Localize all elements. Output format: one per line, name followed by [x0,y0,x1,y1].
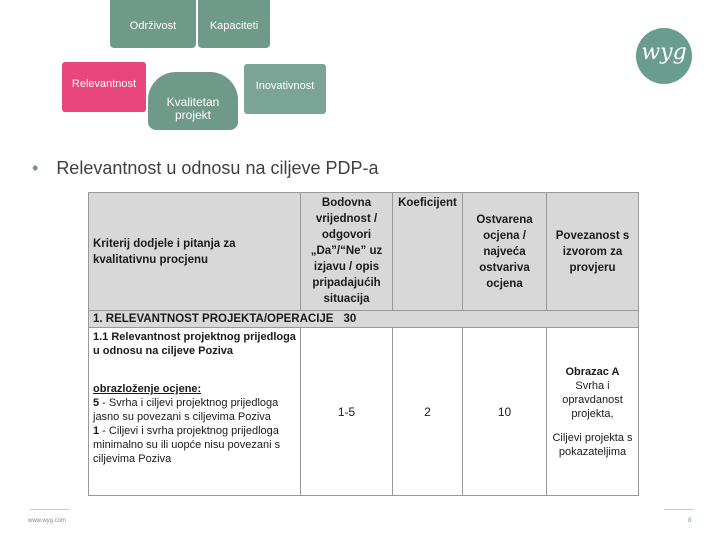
header-ostvarena: Ostvarena ocjena / najveća ostvariva ocjena [463,193,547,311]
page-number: 8 [688,518,692,524]
diagram-box-kapaciteti [198,0,270,48]
criterion-cell [89,328,301,496]
bullet-text: Relevantnost u odnosu na ciljeve PDP-a [56,158,379,178]
header-bodovna: Bodovna vrijednost / odgovori „Da”/“Ne” uz izjavu / opis pripadajućih situacija [301,193,393,311]
criteria-table [88,192,639,496]
logo-text: wyg [641,40,687,65]
header-koeficijent: Koeficijent [393,193,463,311]
diagram-label: Kapaciteti [209,20,259,32]
diagram-label: Inovativnost [255,80,315,92]
header-kriterij: Kriterij dodjele i pitanja za kvalitativnu procjenu [89,193,301,311]
diagram-box-inovativnost [244,64,326,114]
source-text-1: Svrha i opravdanost projekta, [562,379,623,420]
section-cell [89,311,639,328]
max-score-cell: 10 [463,328,547,496]
table-row [89,328,639,496]
bullet-icon: • [32,158,39,178]
explanation-label: obrazloženje ocjene: [93,383,202,395]
footer-rule-right [664,509,694,510]
score-cell: 1-5 [301,328,393,496]
explanation-line-1: 1 - Ciljevi i svrha projektnog prijedloga minimalno su ili uopće nisu povezani s ciljevima Poziva [93,425,281,465]
source-cell [547,328,639,496]
diagram-label: Kvalitetan [166,95,220,109]
section-row [89,311,639,328]
footer-rule-left [30,509,70,510]
source-text-2: Ciljevi projekta s pokazateljima [552,431,633,458]
diagram-label: Relevantnost [71,78,137,90]
header-povezanost: Povezanost s izvorom za provjeru [547,193,639,311]
diagram-label: Održivost [129,20,177,32]
bullet-point [32,158,379,179]
criterion-question: 1.1 Relevantnost projektnog prijedloga u odnosu na ciljeve Poziva [93,331,296,357]
source-title: Obrazac A [565,365,620,378]
diagram-label: projekt [174,108,212,122]
table-header-row [89,193,639,311]
wyg-logo [636,28,692,84]
explanation-line-5: 5 - Svrha i ciljevi projektnog prijedloga jasno su povezani s ciljevima Poziva [93,397,279,423]
coefficient-cell: 2 [393,328,463,496]
diagram-box-kvalitetan-projekt [148,72,238,130]
footer-url: www.wyg.com [28,518,67,524]
diagram-box-relevantnost [62,62,146,112]
section-title: 1. RELEVANTNOST PROJEKTA/OPERACIJE [93,313,334,325]
section-points: 30 [343,313,357,325]
diagram-box-odrzivost [110,0,196,48]
